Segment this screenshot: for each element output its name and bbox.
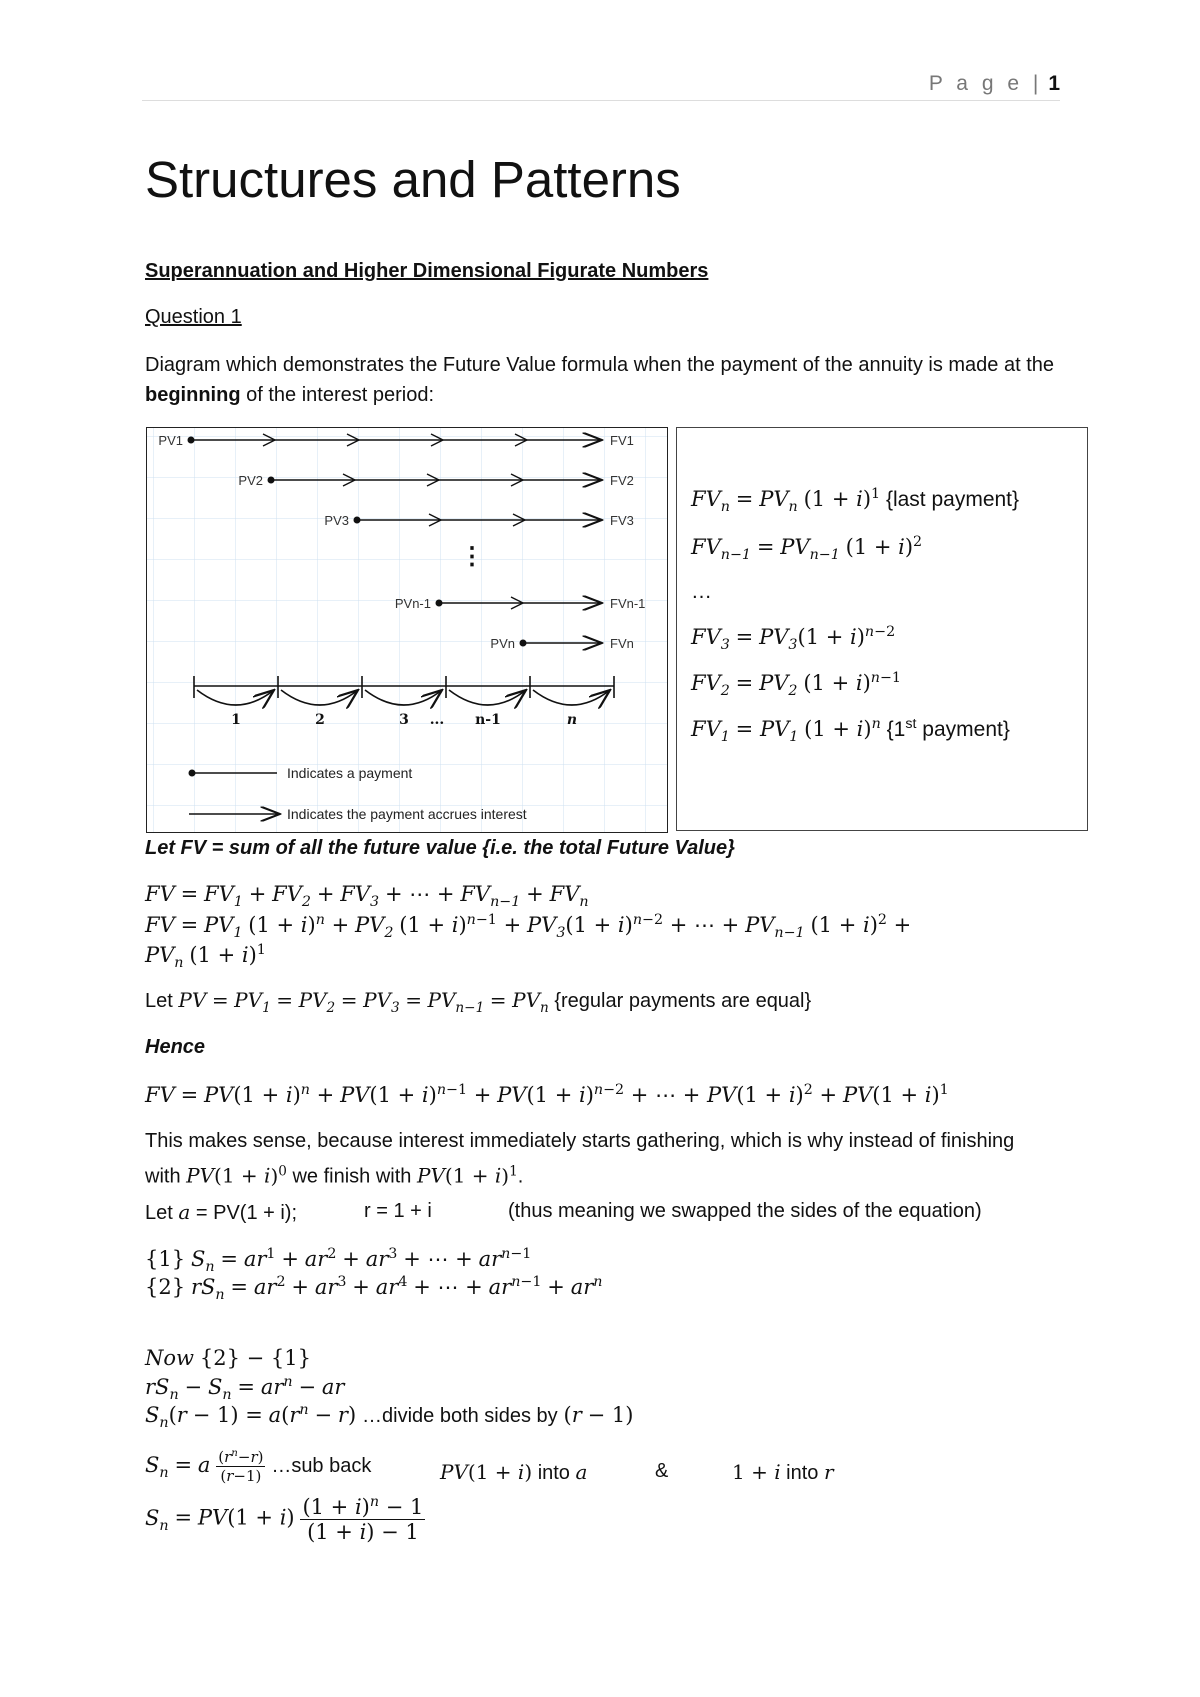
- pv-label: PV2: [238, 473, 263, 488]
- subtract-statement: Now {2} − {1}: [145, 1346, 311, 1370]
- divide-note: …divide both sides by: [362, 1405, 558, 1427]
- let-a-value: = PV(1 + i);: [195, 1202, 298, 1224]
- pv-label: PVn-1: [394, 596, 431, 611]
- first-payment-note: {1: [886, 718, 906, 741]
- sub-a-statement: PV(1 + i) into a: [440, 1460, 588, 1484]
- formula-fv3: $FV_3 = PV_3(1 + i)^{n-2}$: [691, 624, 896, 654]
- sub-r-statement: 1 + i into r: [732, 1460, 834, 1484]
- we-finish-text: we finish with: [292, 1165, 412, 1188]
- pv-label: PV3: [324, 513, 349, 528]
- sn-fraction-equation: $S_n = a$ $\frac{(r^n-r)}{(r-1)}$ …sub back: [145, 1448, 372, 1485]
- fv-label: FV3: [610, 513, 634, 528]
- final-sn-equation: $S_n = PV(1 + i)$ $\frac{(1 + i)^n - 1}{(1 + i) - 1}$: [145, 1494, 424, 1544]
- hence-label: Hence: [145, 1036, 206, 1058]
- formula-ellipsis: …: [691, 580, 712, 603]
- into-text: into: [786, 1462, 819, 1484]
- intro-text: Diagram which demonstrates the Future Value formula when the payment of the annuity is made at the: [145, 354, 1055, 376]
- fv-label: FVn: [610, 636, 634, 651]
- period-label: 2: [315, 712, 325, 728]
- fv-label: FV2: [610, 473, 634, 488]
- period-label: 1: [231, 712, 241, 728]
- timeline-svg: [147, 428, 667, 832]
- page-label: P a g e: [928, 72, 1024, 95]
- let-a-label: Let: [145, 1202, 173, 1224]
- into-text: into: [537, 1462, 570, 1484]
- subtract-result: $rS_n - S_n = ar^n$ − ar: [145, 1374, 345, 1404]
- makes-sense-text: This makes sense, because interest immediately starts gathering, which is why instead of finishing: [145, 1130, 1015, 1152]
- let-pv-note: {regular payments are equal}: [554, 990, 812, 1012]
- legend-interest-label: Indicates the payment accrues interest: [287, 806, 527, 822]
- let-fv-statement: Let FV = sum of all the future value {i.e. the total Future Value}: [145, 837, 735, 859]
- sub-back-note: …sub back: [271, 1455, 372, 1478]
- first-payment-note-end: payment}: [916, 718, 1010, 741]
- question-label: Question 1: [145, 306, 242, 328]
- page-header: P a g e | 1: [928, 72, 1060, 95]
- swapped-note: (thus meaning we swapped the sides of the equation): [508, 1200, 982, 1222]
- fv-label: FV1: [610, 433, 634, 448]
- formula-box: [676, 427, 1088, 831]
- fv-geometric-equation: FV = $PV(1 + i)^n + PV(1 + i)^{n-1} + PV(1 + i)^{n-2}$ + ⋯ + $PV(1 + i)^2 + PV(1 + i)^1$: [145, 1082, 949, 1107]
- legend-payment-label: Indicates a payment: [287, 765, 413, 781]
- pv-label: PV1: [158, 433, 183, 448]
- series-equation-2: {2} $rS_n = ar^2 + ar^3 + ar^4$ + ⋯ + $ar^{n-1} + ar^n$: [145, 1274, 603, 1304]
- formula-fvn-1: $FV_{n-1} = PV_{n-1}$ $(1 + i)^2$: [691, 534, 923, 564]
- rows-ellipsis: ⋮: [460, 543, 484, 570]
- section-heading: Superannuation and Higher Dimensional Figurate Numbers: [145, 260, 709, 282]
- with-text: with: [145, 1165, 181, 1188]
- let-pv-statement: Let PV = $PV_1 = PV_2 = PV_3 = PV_{n-1} = PV_n$ {regular payments are equal}: [145, 988, 812, 1016]
- intro-bold: beginning: [145, 384, 241, 406]
- let-a-statement: Let a = PV(1 + i);: [145, 1200, 298, 1224]
- period-label: ...: [429, 712, 445, 728]
- makes-sense-paragraph: This makes sense, because interest immediately starts gathering, which is why instead of finishing with $PV(1 + i)^0$ we finish with $PV(1 + i)^1$.: [145, 1130, 1015, 1188]
- intro-paragraph: [145, 350, 1065, 410]
- intro-text-end: of the interest period:: [240, 384, 434, 406]
- fv-expanded-equation: FV = $PV_1$ $(1 + i)^n + PV_2$ $(1 + i)^{n-1} + PV_3(1 + i)^{n-2}$ + ⋯ + $PV_{n-1}$ $(1 + i)^2$ +: [145, 912, 912, 942]
- page-number: 1: [1048, 72, 1060, 95]
- let-r-statement: r = 1 + i: [364, 1200, 432, 1222]
- period-label: 3: [399, 712, 409, 728]
- ampersand: &: [655, 1460, 669, 1482]
- factor-equation: $S_n(r - 1) = a(r^n - r)$ …divide both sides by (r − 1): [145, 1402, 634, 1432]
- fv-expanded-equation-cont: $PV_n$ $(1 + i)^1$: [145, 942, 266, 972]
- formula-fv1: $FV_1 = PV_1$ $(1 + i)^n$ {1st payment}: [691, 716, 1010, 746]
- first-payment-sup: st: [905, 716, 917, 732]
- series-equation-1: {1} $S_n = ar^1 + ar^2 + ar^3$ + ⋯ + $ar^{n-1}$: [145, 1246, 532, 1276]
- fv-label: FVn-1: [610, 596, 646, 611]
- header-rule: [142, 100, 1060, 101]
- page-title: Structures and Patterns: [145, 151, 681, 208]
- last-payment-note: {last payment}: [885, 488, 1020, 511]
- period-label: n: [566, 712, 578, 728]
- fv-sum-equation: FV = $FV_1 + FV_2 + FV_3$ + ⋯ + $FV_{n-1} + FV_n$: [145, 882, 589, 911]
- formula-fv2: $FV_2 = PV_2$ $(1 + i)^{n-1}$: [691, 670, 901, 700]
- pv-label: PVn: [490, 636, 515, 651]
- timeline-diagram: [146, 427, 668, 833]
- formula-fvn: $FV_n = PV_n$ $(1 + i)^1$ {last payment}: [691, 486, 1020, 516]
- period-label: n-1: [475, 712, 501, 728]
